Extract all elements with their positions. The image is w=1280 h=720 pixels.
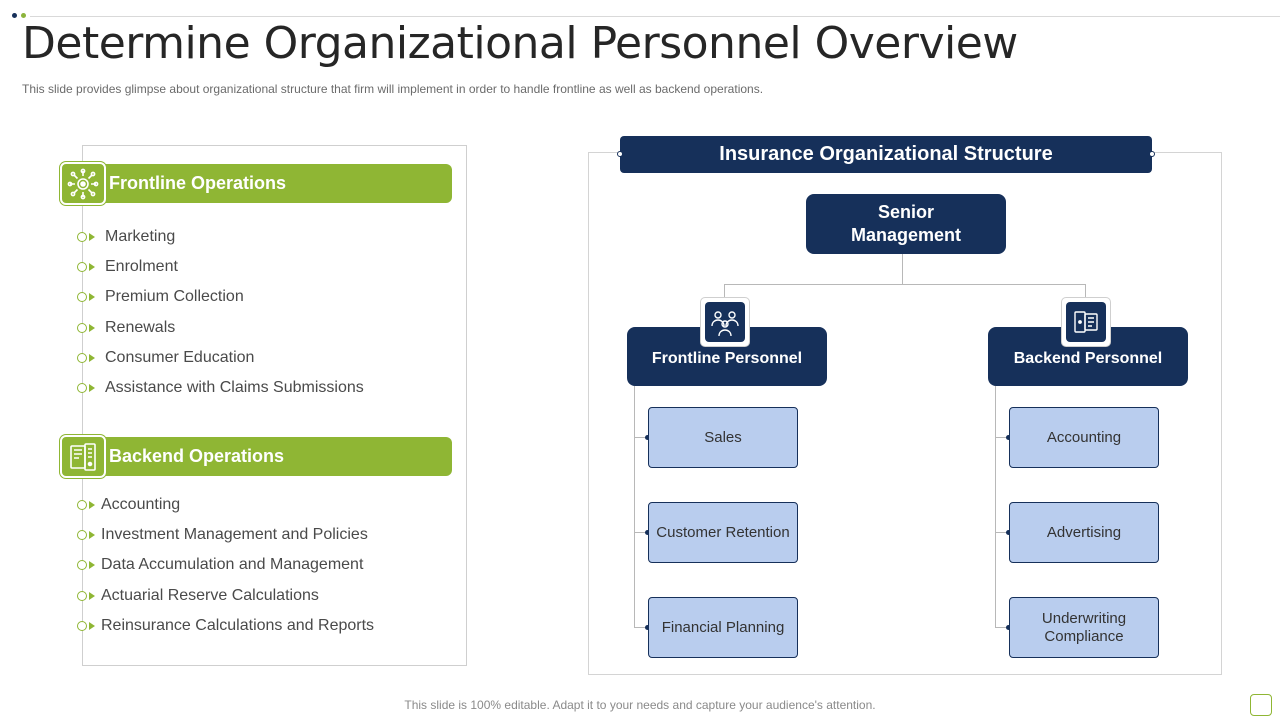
senior-management-node bbox=[806, 194, 1006, 254]
header-left-dot bbox=[617, 151, 623, 157]
frontline-operations-list bbox=[77, 222, 364, 403]
list-item bbox=[77, 490, 374, 520]
footer-note: This slide is 100% editable. Adapt it to your needs and capture your audience's attention. bbox=[404, 698, 876, 712]
connector-line bbox=[724, 284, 725, 298]
bullet-icon bbox=[77, 498, 101, 512]
list-item bbox=[77, 520, 374, 550]
frontline-operations-header bbox=[60, 164, 452, 203]
org-chart-header: Insurance Organizational Structure bbox=[620, 136, 1152, 173]
top-divider bbox=[30, 16, 1280, 17]
list-item-label: Premium Collection bbox=[105, 288, 244, 306]
list-item-label: Investment Management and Policies bbox=[101, 526, 368, 544]
list-item-label: Enrolment bbox=[105, 258, 178, 276]
frontline-operations-title: Frontline Operations bbox=[109, 173, 287, 193]
list-item bbox=[77, 373, 364, 403]
senior-management-label: Senior Management bbox=[850, 202, 962, 245]
list-item bbox=[77, 282, 364, 312]
connector-line bbox=[724, 284, 1086, 285]
list-item-label: Marketing bbox=[105, 228, 176, 246]
list-item-label: Actuarial Reserve Calculations bbox=[101, 586, 319, 604]
underwriting-compliance-node: Underwriting Compliance bbox=[1009, 597, 1159, 658]
bullet-icon bbox=[77, 351, 105, 365]
bullet-icon bbox=[77, 589, 101, 603]
list-item-label: Data Accumulation and Management bbox=[101, 556, 364, 574]
list-item-label: Accounting bbox=[101, 496, 181, 514]
list-item bbox=[77, 252, 364, 282]
connector-line bbox=[1085, 284, 1086, 298]
financial-planning-node: Financial Planning bbox=[648, 597, 798, 658]
list-item bbox=[77, 611, 374, 641]
bullet-icon bbox=[77, 381, 105, 395]
list-item-label: Assistance with Claims Submissions bbox=[105, 379, 364, 397]
backend-operations-header bbox=[60, 437, 452, 476]
bullet-icon bbox=[77, 528, 101, 542]
connector-line bbox=[902, 254, 903, 284]
customer-retention-node: Customer Retention bbox=[648, 502, 798, 563]
backend-operations-title: Backend Operations bbox=[109, 446, 285, 466]
list-item bbox=[77, 313, 364, 343]
corner-frame-icon bbox=[1250, 694, 1272, 716]
list-item bbox=[77, 581, 374, 611]
list-item-label: Consumer Education bbox=[105, 348, 255, 366]
bullet-icon bbox=[77, 619, 101, 633]
list-item bbox=[77, 343, 364, 373]
document-board-icon bbox=[1061, 297, 1111, 347]
decor-dot-blue bbox=[12, 13, 17, 18]
list-item bbox=[77, 222, 364, 252]
list-item-label: Reinsurance Calculations and Reports bbox=[101, 616, 375, 634]
bullet-icon bbox=[77, 321, 105, 335]
backend-operations-list bbox=[77, 490, 374, 641]
connector-line bbox=[995, 386, 996, 627]
accounting-node: Accounting bbox=[1009, 407, 1159, 468]
gear-network-icon bbox=[60, 162, 106, 205]
connector-line bbox=[634, 386, 635, 627]
server-document-icon bbox=[60, 435, 106, 478]
backend-personnel-label: Backend Personnel bbox=[1013, 349, 1163, 367]
header-right-dot bbox=[1149, 151, 1155, 157]
sales-node: Sales bbox=[648, 407, 798, 468]
team-group-icon bbox=[700, 297, 750, 347]
list-item bbox=[77, 550, 374, 580]
bullet-icon bbox=[77, 260, 105, 274]
frontline-personnel-label: Frontline Personnel bbox=[651, 349, 803, 367]
page-subtitle: This slide provides glimpse about organizational structure that firm will implement in order to handle frontline as well as backend operations. bbox=[22, 82, 764, 96]
bullet-icon bbox=[77, 558, 101, 572]
bullet-icon bbox=[77, 230, 105, 244]
page-title: Determine Organizational Personnel Overview bbox=[22, 18, 1018, 69]
advertising-node: Advertising bbox=[1009, 502, 1159, 563]
list-item-label: Renewals bbox=[105, 318, 176, 336]
bullet-icon bbox=[77, 290, 105, 304]
